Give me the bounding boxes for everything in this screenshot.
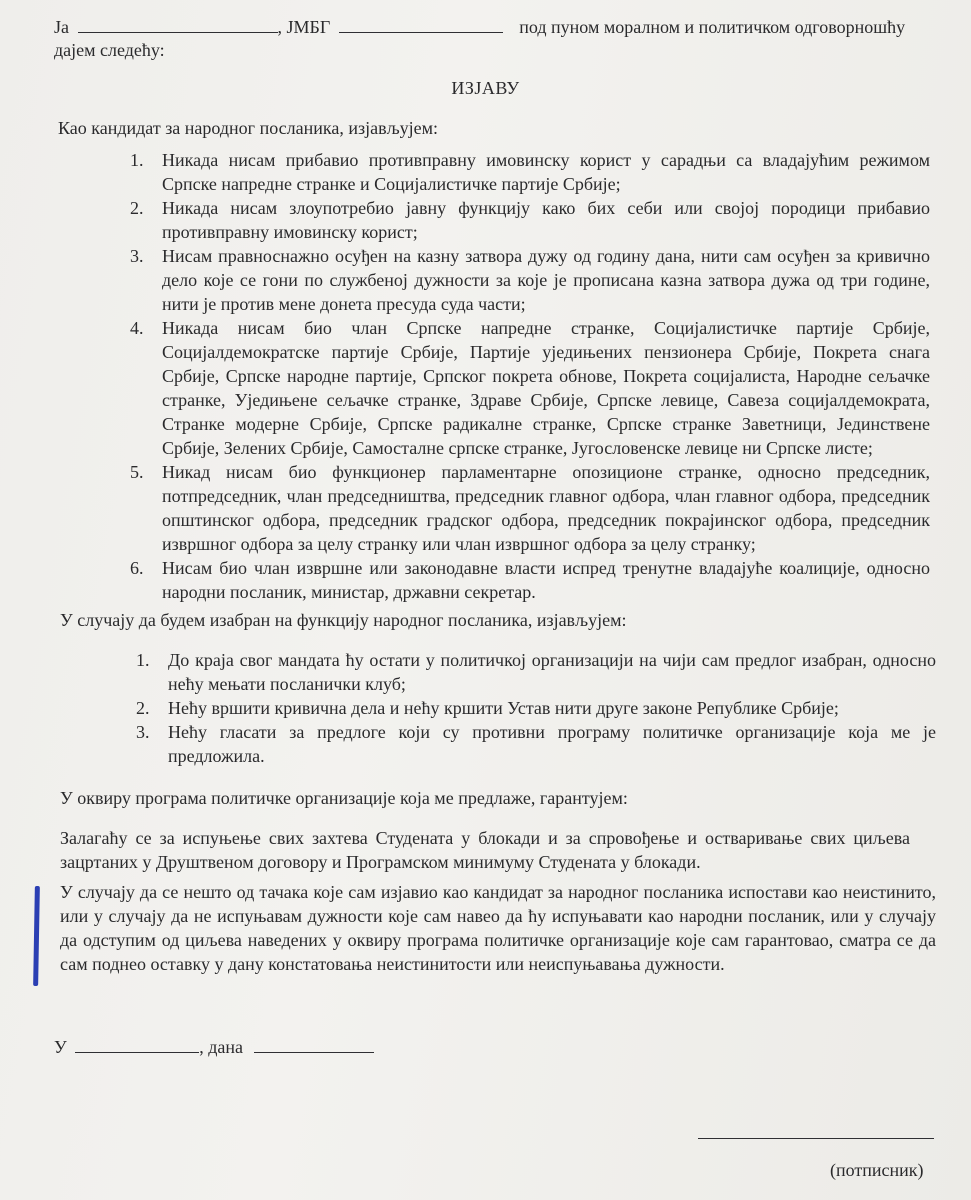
candidate-intro: Као кандидат за народног посланика, изјављујем: [58,118,439,138]
item-number: 6. [130,558,144,578]
list-item [130,316,930,460]
item-text: Нећу вршити кривична дела и нећу кршити Устав нити друге законе Републике Србије; [168,698,839,718]
list-item [130,196,930,244]
place-date-line [54,1034,374,1059]
item-number: 1. [130,150,144,170]
date-label: , дана [199,1037,244,1057]
item-number: 1. [136,650,150,670]
list-item [136,648,936,696]
name-blank[interactable] [78,14,278,33]
responsibility-text: под пуном моралном и политичком одговорношћу [519,17,906,37]
list-item [130,244,930,316]
list-item [130,148,930,196]
list-item [130,556,930,604]
elected-intro: У случају да будем изабран на функцију народног посланика, изјављујем: [60,610,627,630]
list-item [136,696,936,720]
item-text: Нећу гласати за предлоге који су противни програму политичке организације која ме је предложила. [168,722,936,766]
blue-marker-line [33,886,40,986]
candidate-declaration-list [130,148,930,604]
header-line [54,14,905,39]
item-number: 2. [130,198,144,218]
item-number: 3. [130,246,144,266]
give-following-text: дајем следећу: [54,40,165,60]
date-blank[interactable] [254,1034,374,1053]
item-text: До краја свог мандата ћу остати у политичкој организацији на чији сам предлог изабран, односно нећу мењати посланички клуб; [168,650,936,694]
jmbg-label: , ЈМБГ [277,17,331,37]
signature-line[interactable] [698,1120,934,1139]
item-text: Никада нисам злоупотребио јавну функцију како бих себи или својој породици прибавио противправну имовинску корист; [162,198,930,242]
place-blank[interactable] [75,1034,199,1053]
item-text: Никад нисам био функционер парламентарне опозиционе странке, односно председник, потпредседник, члан председништва, председник главног одбора, члан главног одбора, председник општинског одбора, председник градског одбора, председник покрајинског одбора, председник извршног одбора за целу странку или члан извршног одбора за целу странку; [162,462,930,554]
document-title: ИЗЈАВУ [451,78,520,98]
program-guarantee-text: Залагаћу се за испуњење свих захтева Студената у блокади и за спровођење и остваривање свих циљева зацртаних у Друштвеном договору и Програмском минимуму Студената у блокади. [60,828,910,872]
elected-declaration-list [136,648,936,768]
item-text: Нисам правноснажно осуђен на казну затвора дужу од годину дана, нити сам осуђен за кривично дело које се гони по службеној дужности за које је прописана казна затвора дужа од три године, нити је против мене донета пресуда суда части; [162,246,930,314]
item-number: 4. [130,318,144,338]
list-item [136,720,936,768]
jmbg-blank[interactable] [339,14,503,33]
resignation-paragraph: У случају да се нешто од тачака које сам изјавио као кандидат за народног посланика испостави као неистинито, или у случају да не испуњавам дужности које сам навео да ћу испуњавати као народни посланик, или у случају да одступим од циљева наведених у оквиру програма политичке организације које сам гарантовао, сматра се да сам поднео оставку у дану констатовања неистинитости или неиспуњавања дужности. [60,882,936,974]
place-label: У [54,1037,67,1057]
item-text: Никада нисам био члан Српске напредне странке, Социјалистичке партије Србије, Социјалдемократске партије Србије, Партије уједињених пензионера Србије, Покрета снага Србије, Српске народне партије, Српског покрета обнове, Покрета социјалиста, Народне сељачке странке, Уједињене сељачке странке, Здраве Србије, Српске левице, Савеза социјалдемократа, Странке модерне Србије, Српске радикалне странке, Српске странке Заветници, Јединствене Србије, Зелених Србије, Самосталне српске странке, Југословенске левице ни Српске листе; [162,318,930,458]
item-text: Никада нисам прибавио противправну имовинску корист у сарадњи са владајућим режимом Српске напредне странке и Социјалистичке партије Србије; [162,150,930,194]
signer-label: (потписник) [830,1160,924,1180]
item-number: 3. [136,722,150,742]
item-number: 2. [136,698,150,718]
list-item [130,460,930,556]
item-number: 5. [130,462,144,482]
item-text: Нисам био члан извршне или законодавне власти испред тренутне владајуће коалиције, односно народни посланик, министар, државни секретар. [162,558,930,602]
ja-label: Ја [54,17,69,37]
program-intro: У оквиру програма политичке организације која ме предлаже, гарантујем: [60,788,628,808]
